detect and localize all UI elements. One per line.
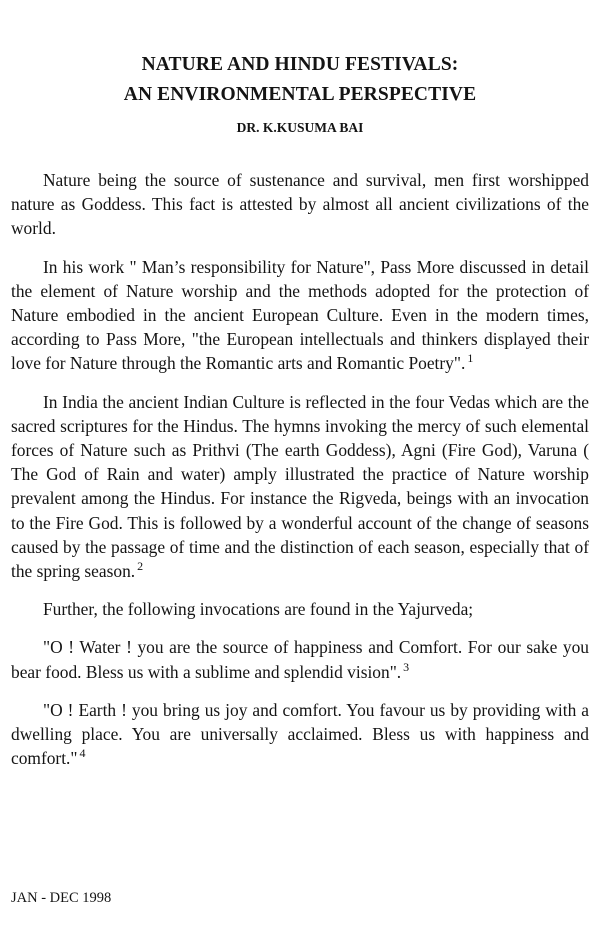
issue-date-footer: JAN - DEC 1998: [11, 890, 112, 906]
paragraph-4: [11, 597, 589, 621]
paragraph-2: [11, 255, 589, 376]
footnote-marker-1: 1: [467, 351, 474, 366]
paragraph-3-text: In India the ancient Indian Culture is reflected in the four Vedas which are the sacred scriptures for the Hindus. The hymns invoking the mercy of such elemental forces of Nature such as Prithvi (The earth Goddess), Agni (Fire God), Varuna ( The God of Rain and water) amply illustrated the practice of Nature worship prevalent among the Hindus. For instance the Rigveda, beings with an invocation to the Fire God. This is followed by a wonderful account of the change of seasons caused by the passage of time and the distinction of each season, especially that of the spring season.: [11, 391, 589, 582]
paragraph-1-text: Nature being the source of sustenance and survival, men first worshipped nature as Goddess. This fact is attested by almost all ancient civilizations of the world.: [11, 170, 589, 239]
paragraph-5-text: "O ! Water ! you are the source of happiness and Comfort. For our sake you bear food. Bless us with a sublime and splendid vision".: [11, 637, 589, 682]
footnote-marker-3: 3: [403, 659, 410, 674]
article-body: [11, 168, 589, 784]
article-title: [11, 50, 589, 110]
paragraph-4-text: Further, the following invocations are found in the Yajurveda;: [43, 599, 474, 620]
article-title-line-2: AN ENVIRONMENTAL PERSPECTIVE: [123, 84, 477, 105]
paragraph-2-text: In his work " Man’s responsibility for Nature", Pass More discussed in detail the element of Nature worship and the methods adopted for the protection of Nature embodied in the ancient European Culture. Even in the modern times, according to Pass More, "the European intellectuals and thinkers displayed their love for Nature through the Romantic arts and Romantic Poetry".: [11, 256, 589, 374]
paragraph-6-text: "O ! Earth ! you bring us joy and comfort. You favour us by providing with a dwelling place. You are universally acclaimed. Bless us with happiness and comfort.": [11, 699, 589, 769]
footnote-marker-2: 2: [137, 559, 144, 574]
footnote-marker-4: 4: [79, 746, 86, 761]
paragraph-3: [11, 390, 589, 584]
article-title-line-1: NATURE AND HINDU FESTIVALS:: [141, 54, 459, 75]
paragraph-5: [11, 635, 589, 683]
author-name: DR. K.KUSUMA BAI: [236, 120, 364, 135]
paragraph-6: [11, 698, 589, 771]
paragraph-1: [11, 168, 589, 241]
